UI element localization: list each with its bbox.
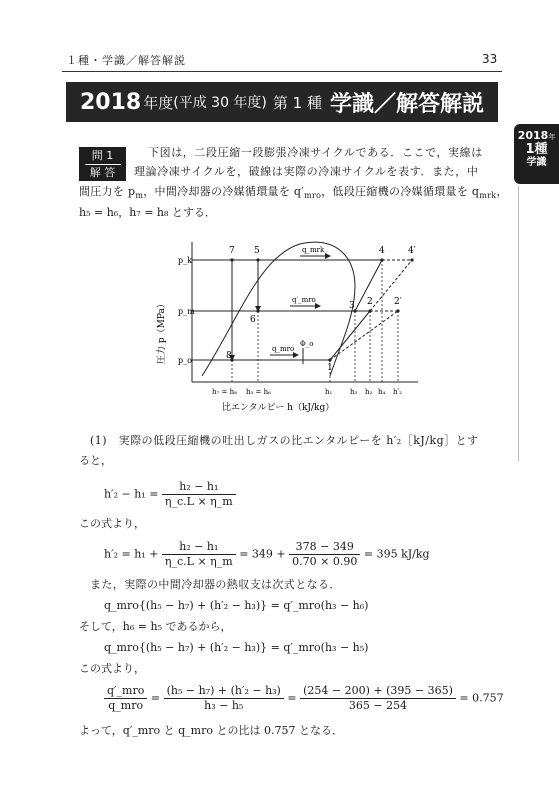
eq5-num-a: q′_mro xyxy=(104,684,147,699)
eq5-den-a: q_mro xyxy=(108,699,144,712)
ph-diagram xyxy=(150,236,430,416)
title-nendo: 年度 xyxy=(143,93,174,112)
h-tick-h7h8: h₇ = h₈ xyxy=(212,388,237,396)
question-line-4: h₅ = h₆，h₇ = h₈ とする． xyxy=(79,206,216,219)
question-line-2: 理論冷凍サイクルを，破線は実際の冷凍サイクルを表す．また，中 xyxy=(134,165,479,178)
eq2-left: h′₂ = h₁ + xyxy=(104,547,159,561)
eq5-result: = 0.757 xyxy=(459,691,504,705)
eq2-mid: = 349 + xyxy=(239,547,286,561)
actual-high-compression xyxy=(370,260,412,311)
q3-f: mrk xyxy=(479,191,497,200)
point-2prime: 2′ xyxy=(394,297,402,307)
point-4: 4 xyxy=(379,246,385,256)
eq2-den2: 0.70 × 0.90 xyxy=(292,555,358,568)
label-po: p_o xyxy=(178,356,192,365)
q3-c: ，中間冷却器の冷媒循環量を q′ xyxy=(143,185,305,198)
eq2-fraction-b xyxy=(289,540,360,569)
title-heisei: (平成 30 年度) xyxy=(173,95,267,111)
eq5-den-c: 365 − 254 xyxy=(348,699,408,712)
eq2-right: = 395 kJ/kg xyxy=(363,547,430,561)
question-badge xyxy=(79,147,126,181)
body-p6: よって，q′_mro と q_mro との比は 0.757 となる． xyxy=(79,724,343,737)
side-tab-year: 2018 xyxy=(517,129,549,142)
point-7: 7 xyxy=(229,246,235,256)
eq2-fraction-a xyxy=(162,540,236,569)
equation-5: $\frac{\text{q′\_mro}}{\text{q\_mro}}$ = $\frac{\text{(h₅ − h₇) + (h′₂ − h₃)}}{\text{h₃ − h₅}}$ = $\frac{(254 - 200) + (395 - 365)}{365 - 254}$ = 0.757 xyxy=(104,684,504,713)
flow-phio: Φ_o xyxy=(300,340,314,348)
side-margin-line xyxy=(518,186,519,461)
q3-e: ，低段圧縮機の冷媒循環量を q xyxy=(321,185,480,198)
page-number: 33 xyxy=(482,52,498,66)
eq1-left: h′₂ − h₁ = xyxy=(104,487,159,501)
label-pk: p_k xyxy=(178,256,192,265)
point-5: 5 xyxy=(254,246,260,256)
title-rank: 第 1 種 xyxy=(272,93,322,112)
x-axis-label: 比エンタルピー h（kJ/kg） xyxy=(222,403,335,413)
eq1-num: h₂ − h₁ xyxy=(162,480,236,495)
h-tick-h1: h₁ xyxy=(325,388,333,396)
title-main: 学識／解答解説 xyxy=(329,91,484,117)
point-3: 3 xyxy=(349,301,355,311)
eq5-fraction-b xyxy=(164,684,284,713)
q3-g: ， xyxy=(496,185,508,198)
side-tab-subject: 学識 xyxy=(526,157,547,168)
flow-qmrk: q_mrk xyxy=(302,246,325,254)
q3-a: 間圧力を p xyxy=(79,185,136,198)
h-tick-h2: h₂ xyxy=(365,388,373,396)
body-p1-line2: ると， xyxy=(79,454,112,467)
running-header: １種・学識／解答解説 xyxy=(66,54,186,67)
h-tick-h4: h₄ xyxy=(378,388,386,396)
eq2-num: h₂ − h₁ xyxy=(162,540,236,555)
equation-1 xyxy=(104,480,236,509)
eq5-fraction-c xyxy=(300,684,456,713)
side-tab-rank: 1種 xyxy=(525,142,548,157)
title-year: 2018 xyxy=(80,89,142,115)
question-line-1: 下図は，二段圧縮一段膨張冷凍サイクルである．ここで，実線は xyxy=(148,146,483,159)
body-p5: この式より， xyxy=(79,662,145,675)
equation-2 xyxy=(104,540,430,569)
label-pm: p_m xyxy=(178,307,195,316)
eq1-den: η_c.L × η_m xyxy=(164,495,233,508)
eq2-num2: 378 − 349 xyxy=(289,540,360,555)
side-tab-year-suffix: 年 xyxy=(548,133,556,141)
eq5-fraction-a xyxy=(104,684,147,713)
eq5-den-b: h₃ − h₅ xyxy=(204,699,244,712)
body-p4: そして，h₆ = h₅ であるから， xyxy=(79,620,232,633)
h-tick-h3: h₃ xyxy=(350,388,358,396)
eq5-num-c: (254 − 200) + (395 − 365) xyxy=(300,684,456,699)
q3-d: mro xyxy=(304,191,322,200)
question-line-3 xyxy=(79,185,508,203)
question-badge-bottom: 解 答 xyxy=(89,166,116,179)
eq2-den: η_c.L × η_m xyxy=(164,555,233,568)
y-axis-label: 圧力 p（MPa） xyxy=(157,299,167,364)
point-2: 2 xyxy=(367,297,373,307)
body-p3: また，実際の中間冷却器の熱収支は次式となる． xyxy=(90,578,341,591)
header-divider xyxy=(62,71,502,72)
eq1-fraction xyxy=(162,480,236,509)
body-p2: この式より， xyxy=(79,517,145,530)
point-4prime: 4′ xyxy=(408,246,416,256)
q3-b: m xyxy=(135,191,144,200)
equation-3: q_mro{(h₅ − h₇) + (h′₂ − h₃)} = q′_mro(h₃ − h₆) xyxy=(104,599,369,612)
h-tick-h2prime: h′₂ xyxy=(393,388,402,396)
question-badge-top: 問 1 xyxy=(91,149,114,162)
side-index-tab xyxy=(514,124,559,184)
point-8: 8 xyxy=(226,351,232,361)
flow-qmro: q_mro xyxy=(272,345,295,353)
point-6: 6 xyxy=(250,315,256,325)
point-1: 1 xyxy=(327,363,333,373)
saturation-curve xyxy=(202,242,355,376)
flow-qmro-prime: q′_mro xyxy=(292,296,316,304)
equation-4: q_mro{(h₅ − h₇) + (h′₂ − h₃)} = q′_mro(h₃ − h₅) xyxy=(104,641,369,654)
page-title xyxy=(66,82,498,122)
h-tick-h5h6: h₅ = h₆ xyxy=(246,388,271,396)
body-p1-line1: (1) 実際の低段圧縮機の吐出しガスの比エンタルピーを h′₂［kJ/kg］とす xyxy=(90,434,479,447)
eq5-num-b: (h₅ − h₇) + (h′₂ − h₃) xyxy=(164,684,284,699)
